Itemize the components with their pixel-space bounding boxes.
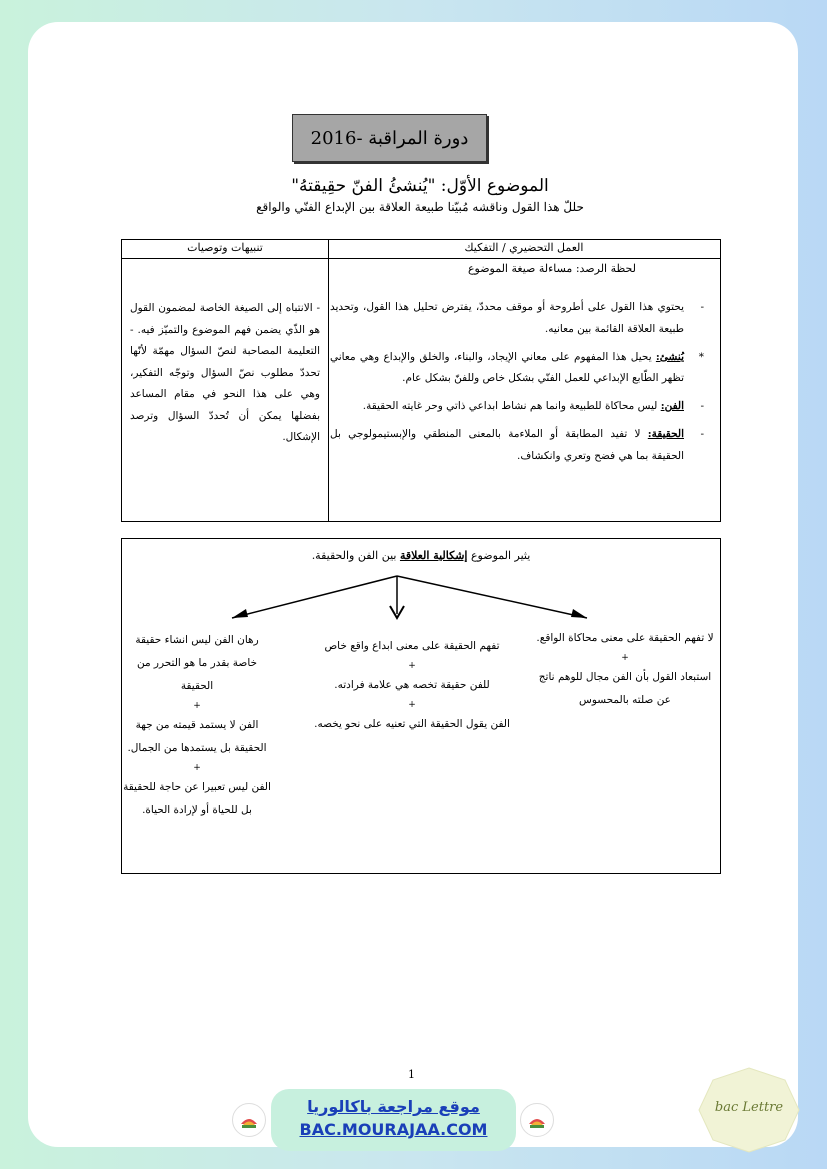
bac-lettre-badge bbox=[697, 1066, 801, 1154]
analysis-list bbox=[330, 297, 704, 474]
list-item: * يُنشئ: يحيل هذا المفهوم على معاني الإيجاد، والبناء، والخلق والإبداع وهي معاني تظهر الطّابع الإبداعي للعمل الفنّي بشكل خاص وللفنّ بشكل عام. bbox=[330, 350, 704, 385]
header-notes: تنبيهات وتوصيات bbox=[187, 241, 263, 254]
observation-moment: لحظة الرصد: مساءلة صيغة الموضوع bbox=[467, 262, 636, 275]
site-name-arabic[interactable]: موقع مراجعة باكالوريا bbox=[307, 1097, 480, 1116]
analysis-table bbox=[121, 239, 721, 522]
problem-intro: يثير الموضوع إشكالية العلاقة بين الفن والحقيقة. bbox=[311, 549, 531, 562]
site-logo-icon bbox=[232, 1103, 266, 1137]
header-preparatory-work: العمل التحضيري / التفكيك bbox=[464, 241, 584, 254]
problem-column-right: لا تفهم الحقيقة على معنى محاكاة الواقع. + استبعاد القول بأن الفن مجال للوهم ناتج عن صلته بالمحسوس bbox=[536, 632, 714, 706]
notes-text: - الانتباه إلى الصيغة الخاصة لمضمون القول هو الذّي يضمن فهم الموضوع والتميّز فيه. - التعليمة المصاحبة لنصّ السؤال مهمّة لأنّها تحددّ مطلوب نصّ السؤال وتوجّه التفكير، وهي على هذا النحو في مقام المساعد بفضلها يمكن أن تُحددّ السؤال وترصد الإشكال. bbox=[130, 302, 320, 443]
arrows-diagram bbox=[122, 539, 722, 639]
site-banner[interactable] bbox=[271, 1089, 516, 1151]
arrow-left-line bbox=[232, 576, 397, 618]
list-item: - الفن: ليس محاكاة للطبيعة وانما هم نشاط ابداعي ذاتي وحر غايته الحقيقة. bbox=[362, 400, 704, 413]
arrow-left-head bbox=[232, 609, 248, 618]
arrow-right-head bbox=[571, 609, 587, 618]
site-logo-icon bbox=[520, 1103, 554, 1137]
site-url-link[interactable]: BAC.MOURAJAA.COM bbox=[299, 1120, 488, 1139]
problem-column-left: رهان الفن ليس انشاء حقيقة خاصة بقدر ما هو التحرر من الحقيقة + الفن لا يستمد قيمته من جهة الحقيقة بل يستمدها من الجمال. + الفن ليس تعبيرا عن حاجة للحقيقة بل للحياة أو لإرادة الحياة. bbox=[123, 634, 271, 816]
problem-column-center: تفهم الحقيقة على معنى ابداع واقع خاص + للفن حقيقة تخصه هي علامة فرادته. + الفن يقول الحقيقة التي تعنيه على نحو يخصه. bbox=[314, 640, 510, 730]
session-title: دورة المراقبة -2016 bbox=[292, 114, 487, 162]
table-header-line bbox=[122, 258, 720, 259]
arrow-right-line bbox=[397, 576, 587, 618]
badge-text: bac Lettre bbox=[714, 1100, 784, 1115]
table-divider bbox=[328, 240, 329, 521]
problem-box bbox=[121, 538, 721, 874]
page-number: 1 bbox=[408, 1068, 415, 1081]
subject-title: الموضوع الأوّل: "يُنشئُ الفنّ حقِيقتهُ" bbox=[291, 176, 549, 196]
list-item: - يحتوي هذا القول على أطروحة أو موقف محددّ، يفترض تحليل هذا القول، وتحديد طبيعة العلاقة القائمة بين معانيه. bbox=[330, 301, 704, 335]
list-item: - الحقيقة: لا تفيد المطابقة أو الملاءمة بالمعنى المنطقي والإبستيمولوجي بل الحقيقة بما هي فضح وتعري وانكشاف. bbox=[330, 427, 704, 462]
subject-instruction: حللّ هذا القول وناقشه مُبيّنا طبيعة العلاقة بين الإبداع الفنّي والواقع bbox=[256, 200, 584, 214]
